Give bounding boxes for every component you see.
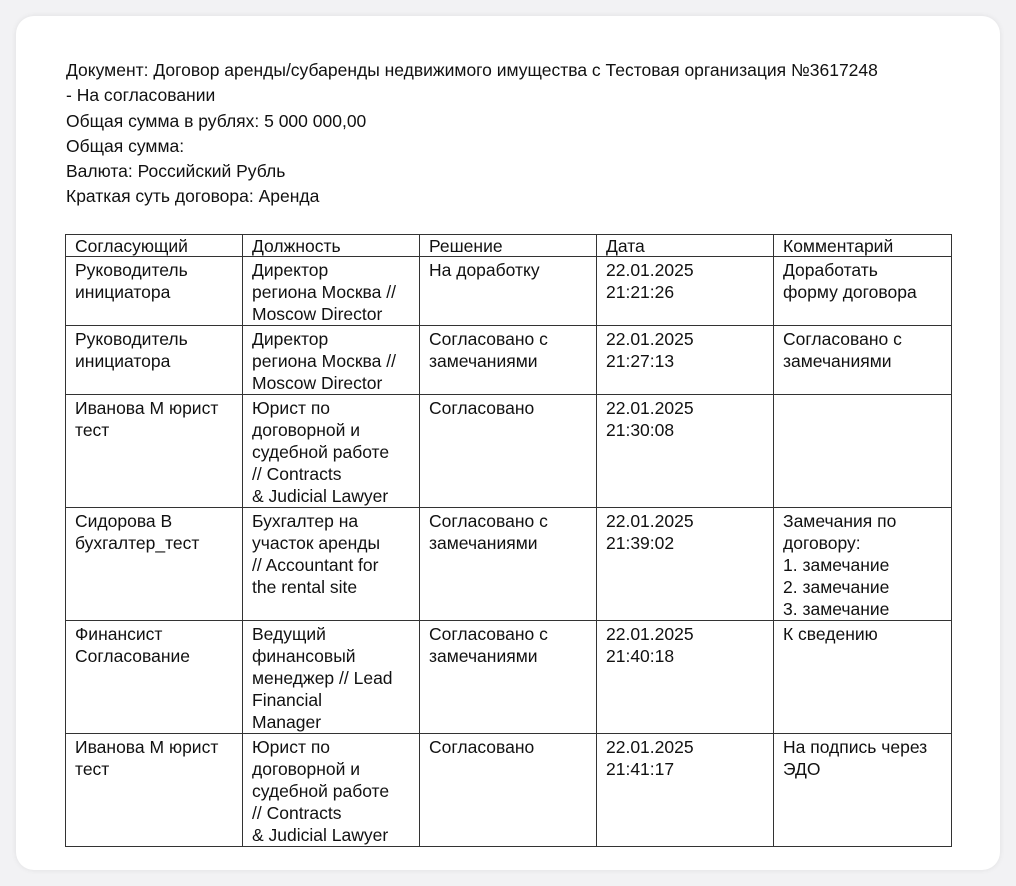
cell-decision-line: замечаниями: [429, 646, 538, 666]
cell-position-line: Юрист по: [252, 737, 331, 757]
cell-position-line: // Accountant for: [252, 555, 379, 575]
cell-date-line: 21:27:13: [606, 351, 675, 371]
cell-date: [597, 257, 774, 326]
table-row: [66, 326, 952, 395]
cell-date-line: 21:41:17: [606, 759, 675, 779]
cell-approver-line: Финансист: [75, 624, 163, 644]
cell-date: [597, 621, 774, 734]
cell-approver-line: Иванова М юрист: [75, 398, 219, 418]
cell-comment: [774, 257, 952, 326]
currency: Валюта: Российский Рубль: [66, 161, 286, 182]
document-header: [66, 58, 986, 210]
header-approver: Согласующий: [66, 235, 243, 257]
header-date: Дата: [597, 235, 774, 257]
cell-approver-line: Руководитель: [75, 260, 188, 280]
cell-decision-line: Согласовано: [429, 737, 535, 757]
cell-approver-line: инициатора: [75, 351, 171, 371]
cell-position-line: & Judicial Lawyer: [252, 486, 389, 506]
cell-position-line: Юрист по: [252, 398, 331, 418]
cell-comment: [774, 508, 952, 621]
cell-position-line: участок аренды: [252, 533, 381, 553]
cell-comment-line: договору:: [783, 533, 861, 553]
cell-approver-line: Иванова М юрист: [75, 737, 219, 757]
cell-position-line: договорной и: [252, 420, 361, 440]
cell-comment: [774, 621, 952, 734]
cell-position-line: Бухгалтер на: [252, 511, 359, 531]
total-rub: Общая сумма в рублях: 5 000 000,00: [66, 110, 367, 131]
header-comment: Комментарий: [774, 235, 952, 257]
cell-position: [243, 257, 420, 326]
cell-approver-line: тест: [75, 420, 110, 440]
cell-position-line: Директор: [252, 329, 329, 349]
table-row: [66, 508, 952, 621]
cell-comment-line: 1. замечание: [783, 555, 890, 575]
cell-position-line: & Judicial Lawyer: [252, 825, 389, 845]
cell-position-line: судебной работе: [252, 442, 390, 462]
cell-comment-line: ЭДО: [783, 759, 821, 779]
cell-approver-line: Руководитель: [75, 329, 188, 349]
cell-date-line: 21:30:08: [606, 420, 675, 440]
cell-date-line: 21:40:18: [606, 646, 675, 666]
cell-comment: [774, 395, 952, 508]
cell-decision-line: Согласовано с: [429, 329, 548, 349]
document-card: [16, 16, 1000, 870]
cell-date-line: 21:39:02: [606, 533, 675, 553]
contract-summary: Краткая суть договора: Аренда: [66, 186, 320, 207]
cell-date-line: 22.01.2025: [606, 260, 694, 280]
cell-decision-line: Согласовано: [429, 398, 535, 418]
cell-date-line: 22.01.2025: [606, 511, 694, 531]
cell-date: [597, 395, 774, 508]
cell-date-line: 22.01.2025: [606, 398, 694, 418]
cell-position-line: Ведущий: [252, 624, 326, 644]
cell-approver-line: инициатора: [75, 282, 171, 302]
cell-position-line: // Contracts: [252, 464, 342, 484]
cell-date: [597, 326, 774, 395]
cell-comment-line: Замечания по: [783, 511, 897, 531]
document-title: Документ: Договор аренды/субаренды недвижимого имущества с Тестовая организация №3617248: [66, 60, 878, 80]
cell-comment-line: Доработать: [783, 260, 878, 280]
table-header-row: [66, 235, 952, 257]
cell-date-line: 21:21:26: [606, 282, 675, 302]
cell-position: [243, 621, 420, 734]
cell-approver: [66, 395, 243, 508]
cell-comment-line: Согласовано с: [783, 329, 902, 349]
cell-approver-line: Согласование: [75, 646, 190, 666]
cell-position-line: судебной работе: [252, 781, 390, 801]
cell-approver-line: Сидорова В: [75, 511, 173, 531]
header-decision: Решение: [420, 235, 597, 257]
cell-decision-line: На доработку: [429, 260, 540, 280]
cell-position-line: финансовый: [252, 646, 356, 666]
cell-position-line: региона Москва //: [252, 282, 396, 302]
cell-position-line: Директор: [252, 260, 329, 280]
cell-position-line: региона Москва //: [252, 351, 396, 371]
cell-position: [243, 326, 420, 395]
header-position: Должность: [243, 235, 420, 257]
cell-approver: [66, 508, 243, 621]
table-row: [66, 395, 952, 508]
cell-approver: [66, 326, 243, 395]
cell-comment-line: К сведению: [783, 624, 878, 644]
cell-decision-line: Согласовано с: [429, 624, 548, 644]
cell-comment: [774, 734, 952, 847]
cell-approver: [66, 257, 243, 326]
table-row: [66, 257, 952, 326]
cell-decision: [420, 395, 597, 508]
cell-decision: [420, 257, 597, 326]
cell-comment-line: На подпись через: [783, 737, 928, 757]
cell-date-line: 22.01.2025: [606, 737, 694, 757]
cell-comment-line: 2. замечание: [783, 577, 890, 597]
cell-approver-line: бухгалтер_тест: [75, 533, 200, 553]
table-row: [66, 621, 952, 734]
cell-date-line: 22.01.2025: [606, 329, 694, 349]
cell-decision: [420, 326, 597, 395]
cell-position-line: договорной и: [252, 759, 361, 779]
cell-decision-line: замечаниями: [429, 351, 538, 371]
document-status: - На согласовании: [66, 85, 216, 106]
cell-comment: [774, 326, 952, 395]
cell-position-line: Moscow Director: [252, 304, 383, 324]
cell-date: [597, 508, 774, 621]
cell-approver: [66, 621, 243, 734]
cell-decision: [420, 734, 597, 847]
table-row: [66, 734, 952, 847]
approval-table: [65, 234, 952, 847]
cell-position-line: // Contracts: [252, 803, 342, 823]
cell-comment-line: 3. замечание: [783, 599, 890, 619]
cell-approver-line: тест: [75, 759, 110, 779]
cell-decision-line: Согласовано с: [429, 511, 548, 531]
cell-decision: [420, 508, 597, 621]
cell-position: [243, 734, 420, 847]
cell-position-line: Moscow Director: [252, 373, 383, 393]
cell-decision: [420, 621, 597, 734]
total-amount: Общая сумма:: [66, 135, 185, 156]
cell-date-line: 22.01.2025: [606, 624, 694, 644]
cell-position-line: Manager: [252, 712, 322, 732]
cell-position: [243, 508, 420, 621]
cell-position-line: менеджер // Lead: [252, 668, 393, 688]
cell-position-line: Financial: [252, 690, 323, 710]
cell-date: [597, 734, 774, 847]
cell-decision-line: замечаниями: [429, 533, 538, 553]
cell-comment-line: форму договора: [783, 282, 917, 302]
cell-comment-line: замечаниями: [783, 351, 892, 371]
cell-approver: [66, 734, 243, 847]
cell-position: [243, 395, 420, 508]
cell-position-line: the rental site: [252, 577, 358, 597]
